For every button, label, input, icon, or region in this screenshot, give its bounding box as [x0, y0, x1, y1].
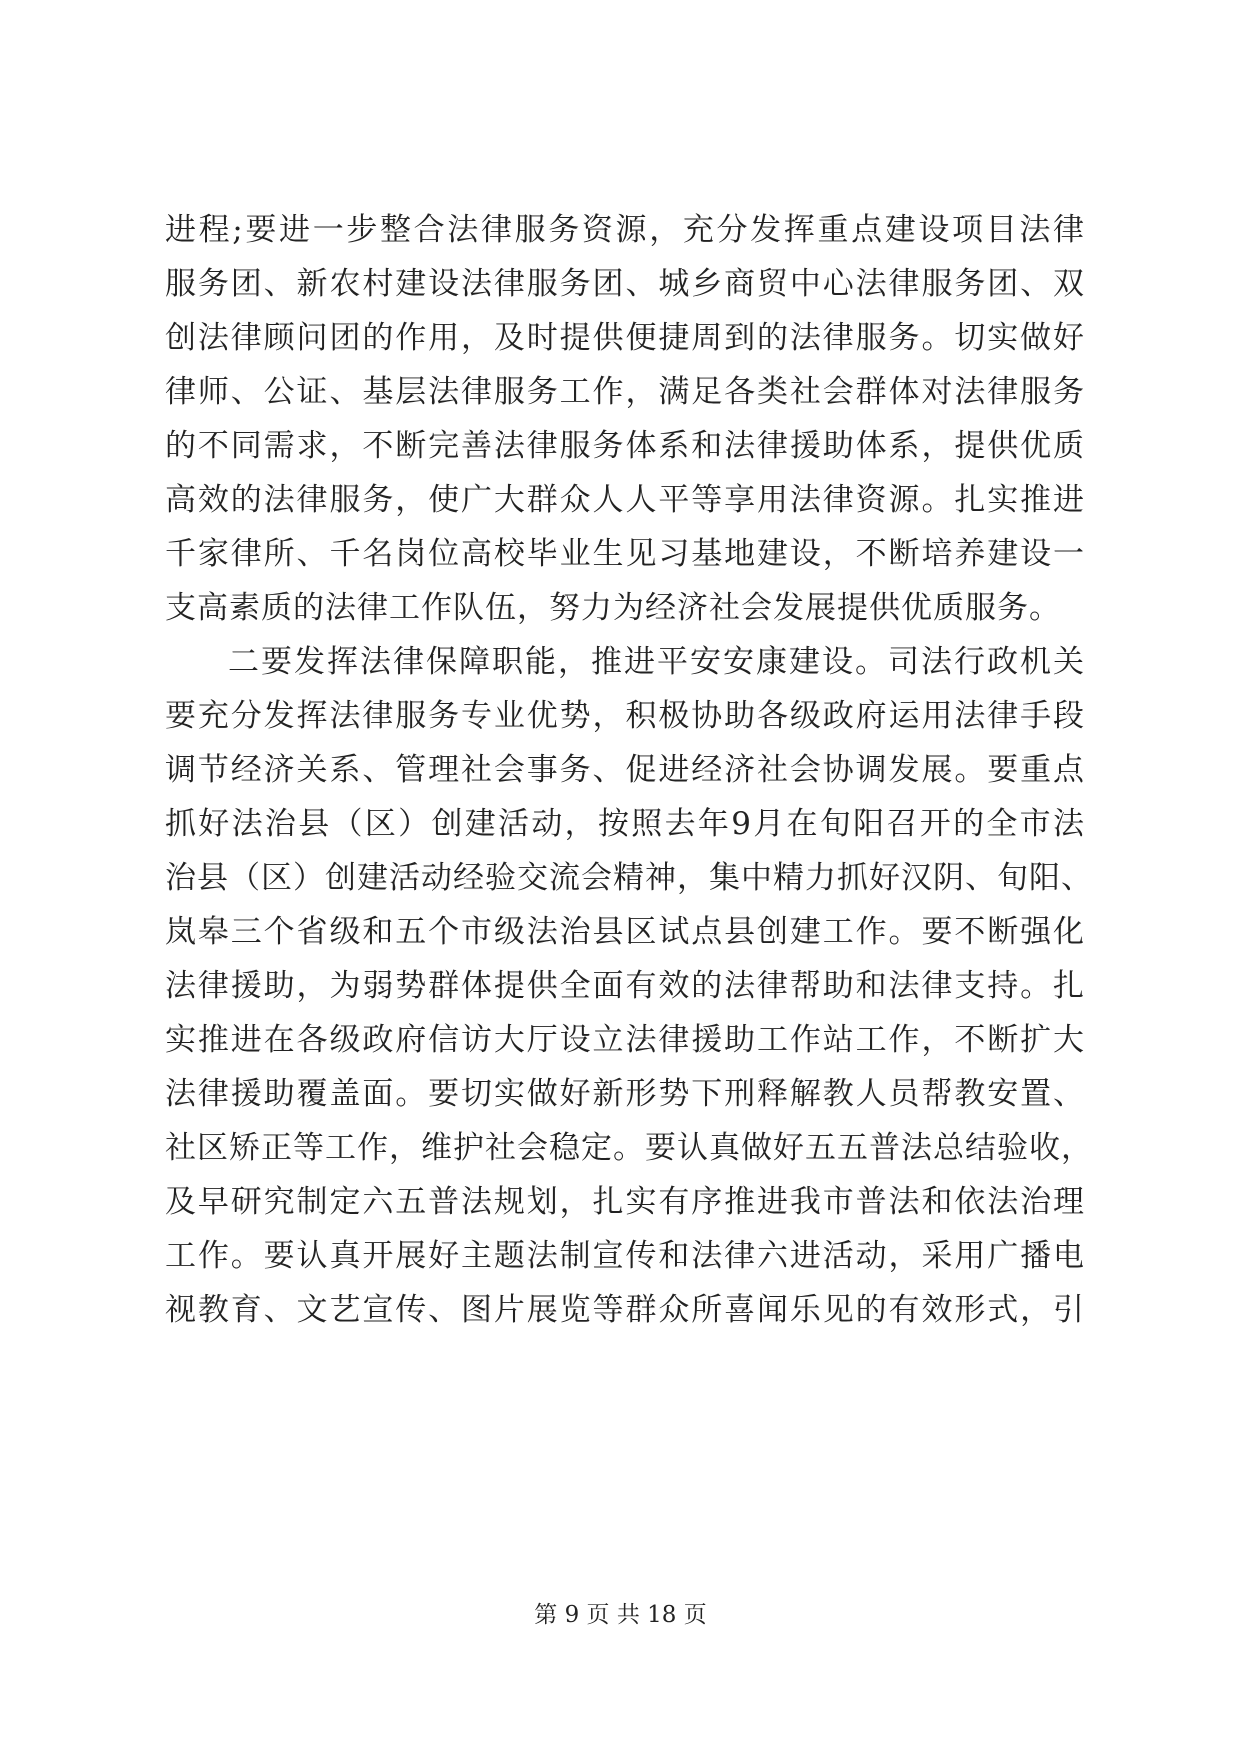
text-line: 岚皋三个省级和五个市级法治县区试点县创建工作。要不断强化 — [165, 914, 1085, 950]
paragraph-start-line: 二要发挥法律保障职能，推进平安安康建设。司法行政机关 — [228, 644, 1085, 680]
text-line: 视教育、文艺宣传、图片展览等群众所喜闻乐见的有效形式，引 — [165, 1292, 1085, 1328]
text-line: 社区矫正等工作，维护社会稳定。要认真做好五五普法总结验收， — [165, 1130, 1093, 1166]
text-line: 进程;要进一步整合法律服务资源，充分发挥重点建设项目法律 — [165, 212, 1085, 248]
page-number-footer: 第 9 页 共 18 页 — [534, 1602, 707, 1628]
text-line: 抓好法治县（区）创建活动，按照去年9月在旬阳召开的全市法 — [165, 806, 1085, 842]
text-line: 律师、公证、基层法律服务工作，满足各类社会群体对法律服务 — [165, 374, 1085, 410]
text-line: 服务团、新农村建设法律服务团、城乡商贸中心法律服务团、双 — [165, 266, 1085, 302]
text-line: 法律援助覆盖面。要切实做好新形势下刑释解教人员帮教安置、 — [165, 1076, 1085, 1112]
text-line: 治县（区）创建活动经验交流会精神，集中精力抓好汉阴、旬阳、 — [165, 860, 1093, 896]
text-line: 及早研究制定六五普法规划，扎实有序推进我市普法和依法治理 — [165, 1184, 1085, 1220]
text-line: 千家律所、千名岗位高校毕业生见习基地建设，不断培养建设一 — [165, 536, 1085, 572]
text-line: 支高素质的法律工作队伍，努力为经济社会发展提供优质服务。 — [165, 590, 1061, 626]
text-line: 调节经济关系、管理社会事务、促进经济社会协调发展。要重点 — [165, 752, 1085, 788]
text-line: 要充分发挥法律服务专业优势，积极协助各级政府运用法律手段 — [165, 698, 1085, 734]
text-line: 法律援助，为弱势群体提供全面有效的法律帮助和法律支持。扎 — [165, 968, 1085, 1004]
text-line: 创法律顾问团的作用，及时提供便捷周到的法律服务。切实做好 — [165, 320, 1085, 356]
text-line: 的不同需求，不断完善法律服务体系和法律援助体系，提供优质 — [165, 428, 1085, 464]
text-line: 高效的法律服务，使广大群众人人平等享用法律资源。扎实推进 — [165, 482, 1085, 518]
text-line: 实推进在各级政府信访大厅设立法律援助工作站工作，不断扩大 — [165, 1022, 1085, 1058]
text-line: 工作。要认真开展好主题法制宣传和法律六进活动，采用广播电 — [165, 1238, 1085, 1274]
